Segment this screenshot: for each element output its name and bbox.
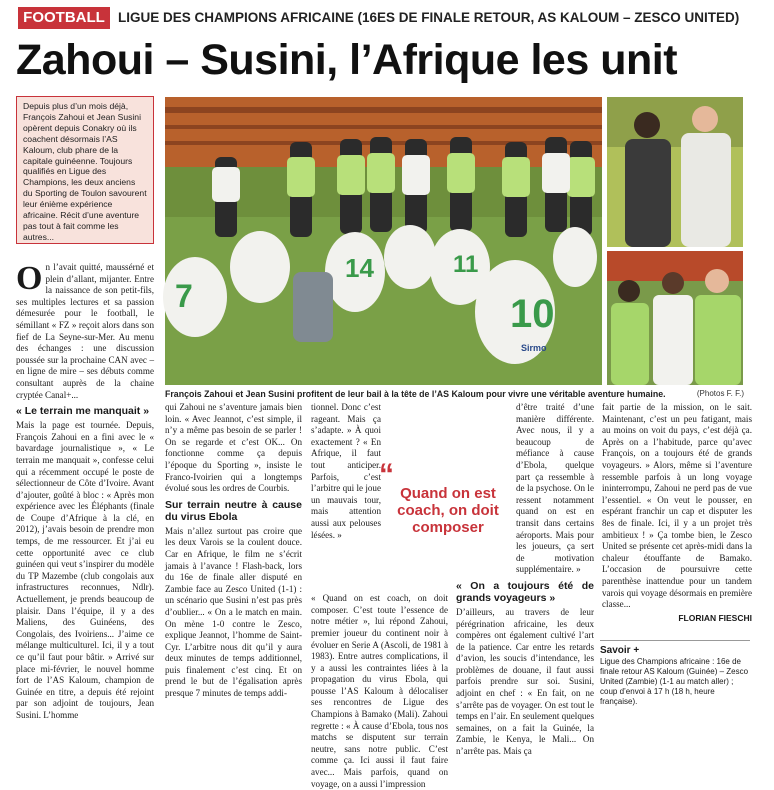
savoir-box [600, 640, 750, 707]
photo-credit: (Photos F. F.) [696, 389, 744, 398]
column-4 [456, 402, 594, 757]
jersey-number: 11 [453, 251, 479, 278]
column-1 [16, 262, 154, 740]
jersey-number: 7 [175, 278, 193, 314]
column-5 [602, 402, 752, 634]
section-tag: FOOTBALL [18, 7, 110, 29]
main-photo [165, 97, 602, 385]
savoir-title: Savoir + [600, 645, 640, 656]
dropcap: O [16, 260, 43, 297]
bench-photo [607, 251, 743, 385]
body-paragraph: fait partie de la mission, on le sait. Maintenant, c’est un peu fatigant, mais au moins on voit du pays, c’est déjà ça. Après on a l’habitude, parce qu’avec François, on a toujours été de grands voyageurs. » Alors, même si l’aventure ressemble parfois à un long voyage ininterrompu, Zahoui ne perd pas de vue l’essentiel. « On veut le pousser, en espérant franchir un cap et disputer les 8es de finale. Ici, il y a un projet très ambitieux ! » Ça tombe bien, le Zesco United se présente cet après-midi dans la chaleur étouffante de Bamako. L’occasion de poursuivre cette parenthèse inattendue pour un tandem varois qui voyage désormais en première classe... [602, 402, 752, 610]
body-paragraph: qui Zahoui ne s’aventure jamais bien loin. « Avec Jeannot, c’est simple, il n’y a même pas besoin de se parler ! On se regarde et c’est OK... On fonctionne comme ça depuis l’époque du Sporting », insiste le Franco-Ivoirien qui a longtemps évolué sous les ordres de Courbis. [165, 402, 302, 494]
body-paragraph: Mais n’allez surtout pas croire que les deux Varois se la coulent douce. Car en Afrique, le film ne s’écrit jamais à l’avance ! Flash-back, lors du 16e de finale aller disputé en Zambie face au Zesco United (1-1) : un scénario que Susini n’est pas près d’oublier... « On a le match en main. On mène 1-0 contre le Zesco, explique Jeannot, l’homme de Saint-Cyr. L’arbitre nous dit qu’il y aura deux minutes de temps additionnel, puis finalement c’est cinq. Et on prend le but de l’égalisation après presque 7 minutes de temps addi- [165, 525, 302, 699]
author-signature: FLORIAN FIESCHI [678, 612, 752, 623]
coaches-illustration [607, 97, 743, 247]
team-photo-illustration [165, 97, 602, 385]
photo-caption: François Zahoui et Jean Susini profitent de leur bail à la tête de l’AS Kaloum pour vivre une véritable aventure humaine. [165, 389, 666, 399]
savoir-text: Ligue des Champions africaine : 16e de finale retour AS Kaloum (Guinée) – Zesco United (Zambie) (1-1 au match aller) ; coup d’envoi à 17 h (18 h, heure française). [600, 657, 749, 706]
intro-paragraph: n l’avait quitté, maussérné et plein d’allant, mijanter. Entre la naissance de son petit-fils, ses multiples lectures et sa passion démesurée pour le football, le sémillant « FZ » reçoit alors dans son fief de La Seyne-sur-Mer. Au menu des échanges : une discussion poussée sur la prochaine CAN avec – en ligne de mire – ses débuts comme consultant auprès de la chaine cryptée Canal+... [16, 262, 154, 400]
subheading: « Le terrain me manquait » [16, 405, 150, 418]
pull-quote-text: Quand on est coach, on doit composer [397, 485, 499, 536]
body-paragraph: D’ailleurs, au travers de leur pérégrination africaine, les deux compères ont également cultivé l’art de la patience. Car entre les retards d’avion, les soucis d’intendance, les problèmes de douane, il faut aussi parfois prendre sur soi. Susini, adjoint en chef : « En fait, on ne s’arrête pas de voyager. On est tout le temps en l’air. En seulement quelques semaines, on a fait la Guinée, la Zambie, le Kenya, le Mali... On n’arrête pas. Mais ça [456, 606, 594, 757]
body-paragraph: d’être traité d’une manière différente. Avec nous, il y a beaucoup de méfiance à cause d’Ebola, quelque part ça ressemble à de la psychose. On le ressent notamment quand on est en transit dans certains aéroports. Mais pour les joueurs, ça sert de motivation supplémentaire. » [516, 402, 594, 575]
bench-illustration [607, 251, 743, 385]
quote-mark-icon: “ [379, 458, 394, 491]
subheading: Sur terrain neutre à cause du virus Ebola [165, 498, 302, 523]
coaches-photo [607, 97, 743, 247]
jersey-number: 14 [345, 253, 374, 283]
body-paragraph: « Quand on est coach, on doit composer. C’est toute l’essence de notre métier », lui répond Zahoui, premier joueur du continent noir à évoluer en Serie A (Ascoli, de 1981 à 1983). Entre autres complications, il y a aussi les contraintes liées à la propagation du virus Ebola, qui pousse l’AS Kaloum à délocaliser ses rencontres de Ligue des Champions à Bamako (Mali). Zahoui regrette : « À cause d’Ebola, tous nos matchs se disputent sur terrain neutre, sans notre public. C’est comme ça. Ici aussi il faut faire avec... Mais parfois, quand on voyage, on a aussi l’impression [311, 593, 448, 789]
body-paragraph: Mais la page est tournée. Depuis, François Zahoui en a fini avec le « bavardage journalistique », « Le terrain me manquait », confesse celui qui a récemment occupé le poste de sélectionneur de Côte d’Ivoire. Avant d’ajouter, goûté à bloc : « Après mon expérience avec les Éléphants (finale de Coupe d’Afrique à la clé, en 2012), j’avais besoin de prendre mon temps, de me ressourcer. Et j’ai eu cette opportunité avec ce club guinéen qui veut s’inspirer du modèle du TP Mazembe (club congolais aux infrastructures reconnues, Ndlr). Actuellement, je prends beaucoup de plaisir. Dans l’équipe, il y a des Maliens, des Guinéens, des Congolais, des Ivoiriens... J’aime ce mélange multiculturel. Ici, il y a tout ce qu’il faut pour bâtir. » Arrivé sur place mi-février, le nouvel homme fort de l’AS Kaloum, champion de Guinée en titre, a depuis été rejoint par son adjoint de toujours, Jean Susini. L’homme [16, 420, 154, 720]
kicker: LIGUE DES CHAMPIONS AFRICAINE (16ES DE FINALE RETOUR, AS KALOUM – ZESCO UNITED) [118, 10, 740, 25]
headline: Zahoui – Susini, l’Afrique les unit [16, 36, 678, 84]
shirt-sponsor: Sirmo [521, 343, 547, 353]
lead-box: Depuis plus d’un mois déjà, François Zahoui et Jean Susini opèrent depuis Conakry où ils coachent désormais l’AS Kaloum, club phare de la capitale guinéenne. Toujours qualifiés en Ligue des Champions, les deux anciens du Sporting de Toulon savourent leur énième expérience africaine. Récit d’une aventure pas tout à fait comme les autres... [16, 96, 154, 244]
jersey-number: 10 [510, 292, 555, 336]
subheading: « On a toujours été de grands voyageurs » [456, 579, 594, 604]
body-paragraph: tionnel. Donc c’est rageant. Mais ça s’adapte. » À quoi exactement ? « En Afrique, il faut tout anticiper. Parfois, c’est l’arbitre qui le joue un mauvais tour, mais attention aussi aux pelouses lésées. » [311, 402, 381, 540]
column-3 [311, 402, 448, 789]
column-2 [165, 402, 302, 740]
